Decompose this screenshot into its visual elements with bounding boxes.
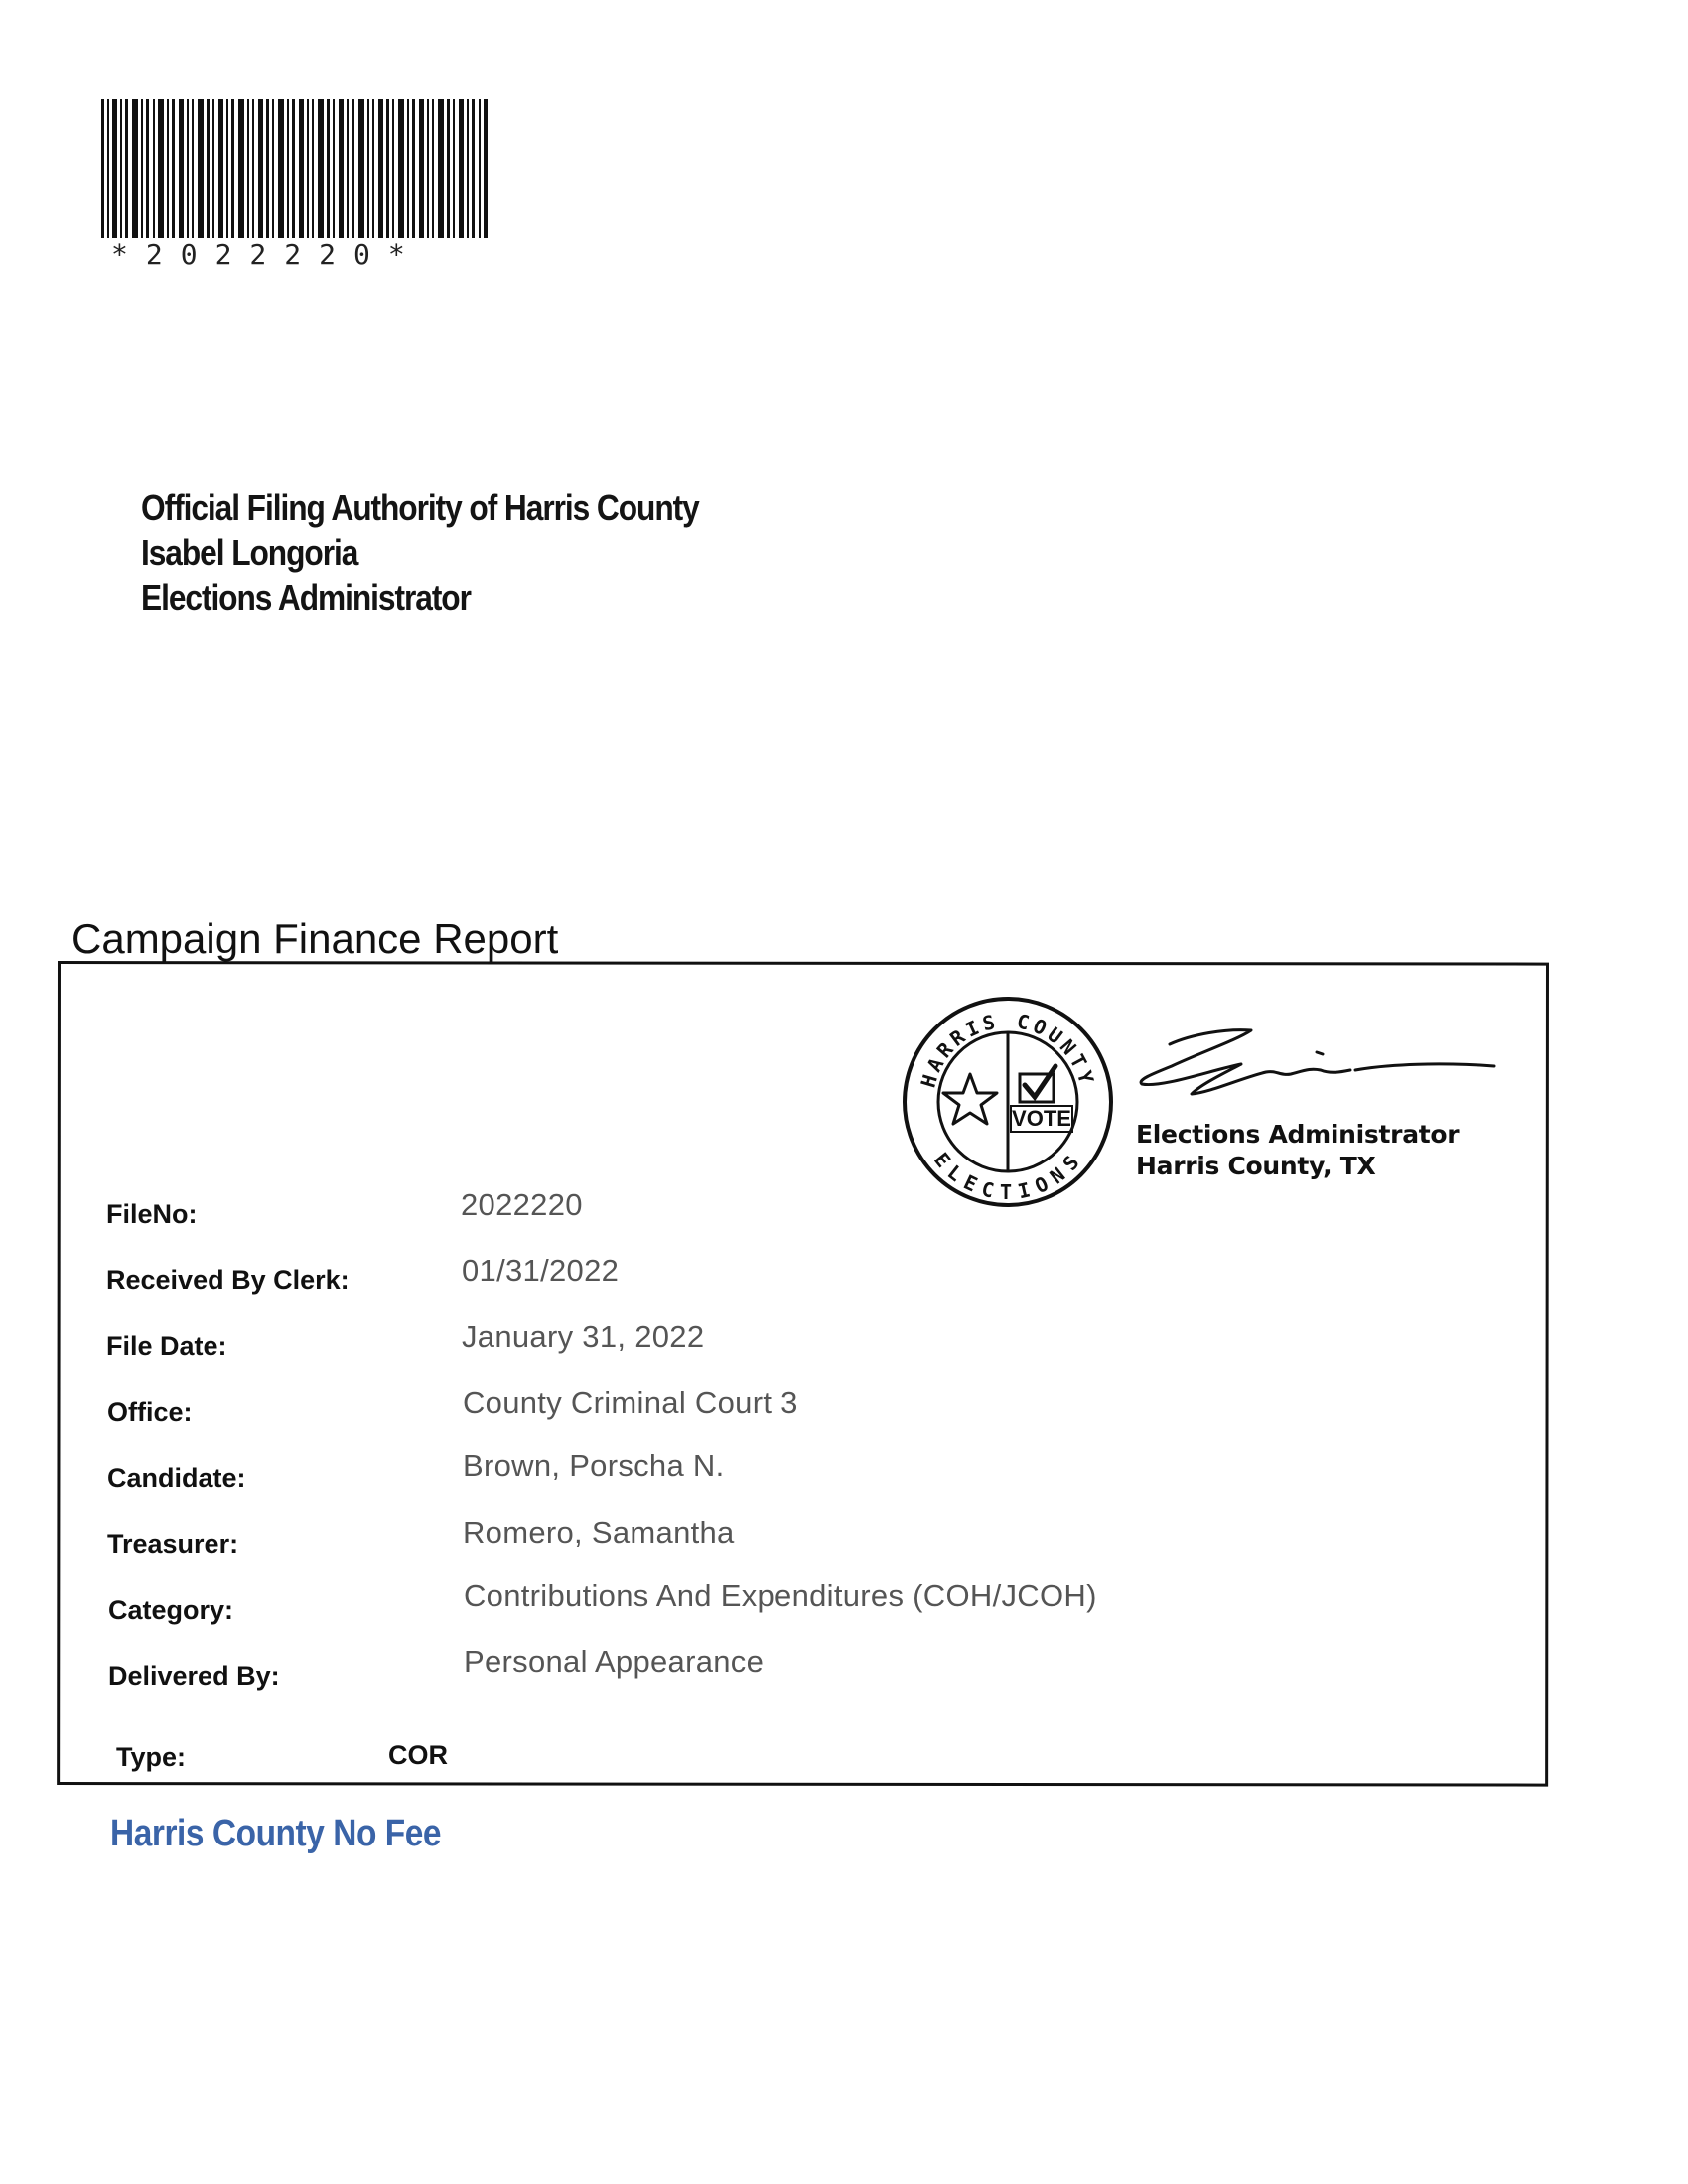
administrator-signature (1132, 1023, 1499, 1112)
field-value-received-by-clerk: 01/31/2022 (462, 1253, 620, 1288)
filing-authority-title: Official Filing Authority of Harris County (141, 487, 699, 528)
barcode-number: *2022220* (111, 238, 423, 271)
field-value-treasurer: Romero, Samantha (463, 1515, 735, 1550)
field-label-delivered-by: Delivered By: (108, 1661, 280, 1691)
signature-title: Elections Administrator (1136, 1120, 1460, 1149)
checkmark-icon (1025, 1066, 1055, 1097)
fee-note: Harris County No Fee (110, 1813, 442, 1854)
barcode (101, 99, 489, 238)
field-label-file-date: File Date: (106, 1331, 227, 1361)
field-label-type: Type: (116, 1742, 187, 1772)
field-value-office: County Criminal Court 3 (463, 1385, 798, 1420)
field-label-candidate: Candidate: (107, 1463, 246, 1493)
field-label-treasurer: Treasurer: (107, 1529, 239, 1559)
field-label-office: Office: (107, 1397, 193, 1427)
field-value-type: COR (388, 1740, 448, 1770)
field-value-fileno: 2022220 (461, 1187, 583, 1222)
field-value-category: Contributions And Expenditures (COH/JCOH) (464, 1578, 1097, 1613)
administrator-title: Elections Administrator (141, 577, 471, 617)
field-value-candidate: Brown, Porscha N. (463, 1448, 725, 1483)
star-icon (943, 1074, 997, 1124)
field-label-category: Category: (108, 1595, 234, 1625)
report-title: Campaign Finance Report (71, 915, 559, 962)
seal-top-text: HARRIS COUNTY (915, 1009, 1100, 1091)
administrator-name: Isabel Longoria (141, 532, 358, 573)
field-label-received-by-clerk: Received By Clerk: (106, 1265, 350, 1295)
field-value-file-date: January 31, 2022 (462, 1319, 705, 1354)
harris-county-elections-seal (899, 993, 1117, 1211)
seal-vote-text: VOTE (1012, 1106, 1071, 1131)
signature-location: Harris County, TX (1136, 1152, 1376, 1180)
seal-bottom-text: ELECTIONS (928, 1148, 1087, 1204)
field-value-delivered-by: Personal Appearance (464, 1644, 765, 1679)
field-label-fileno: FileNo: (106, 1199, 198, 1229)
